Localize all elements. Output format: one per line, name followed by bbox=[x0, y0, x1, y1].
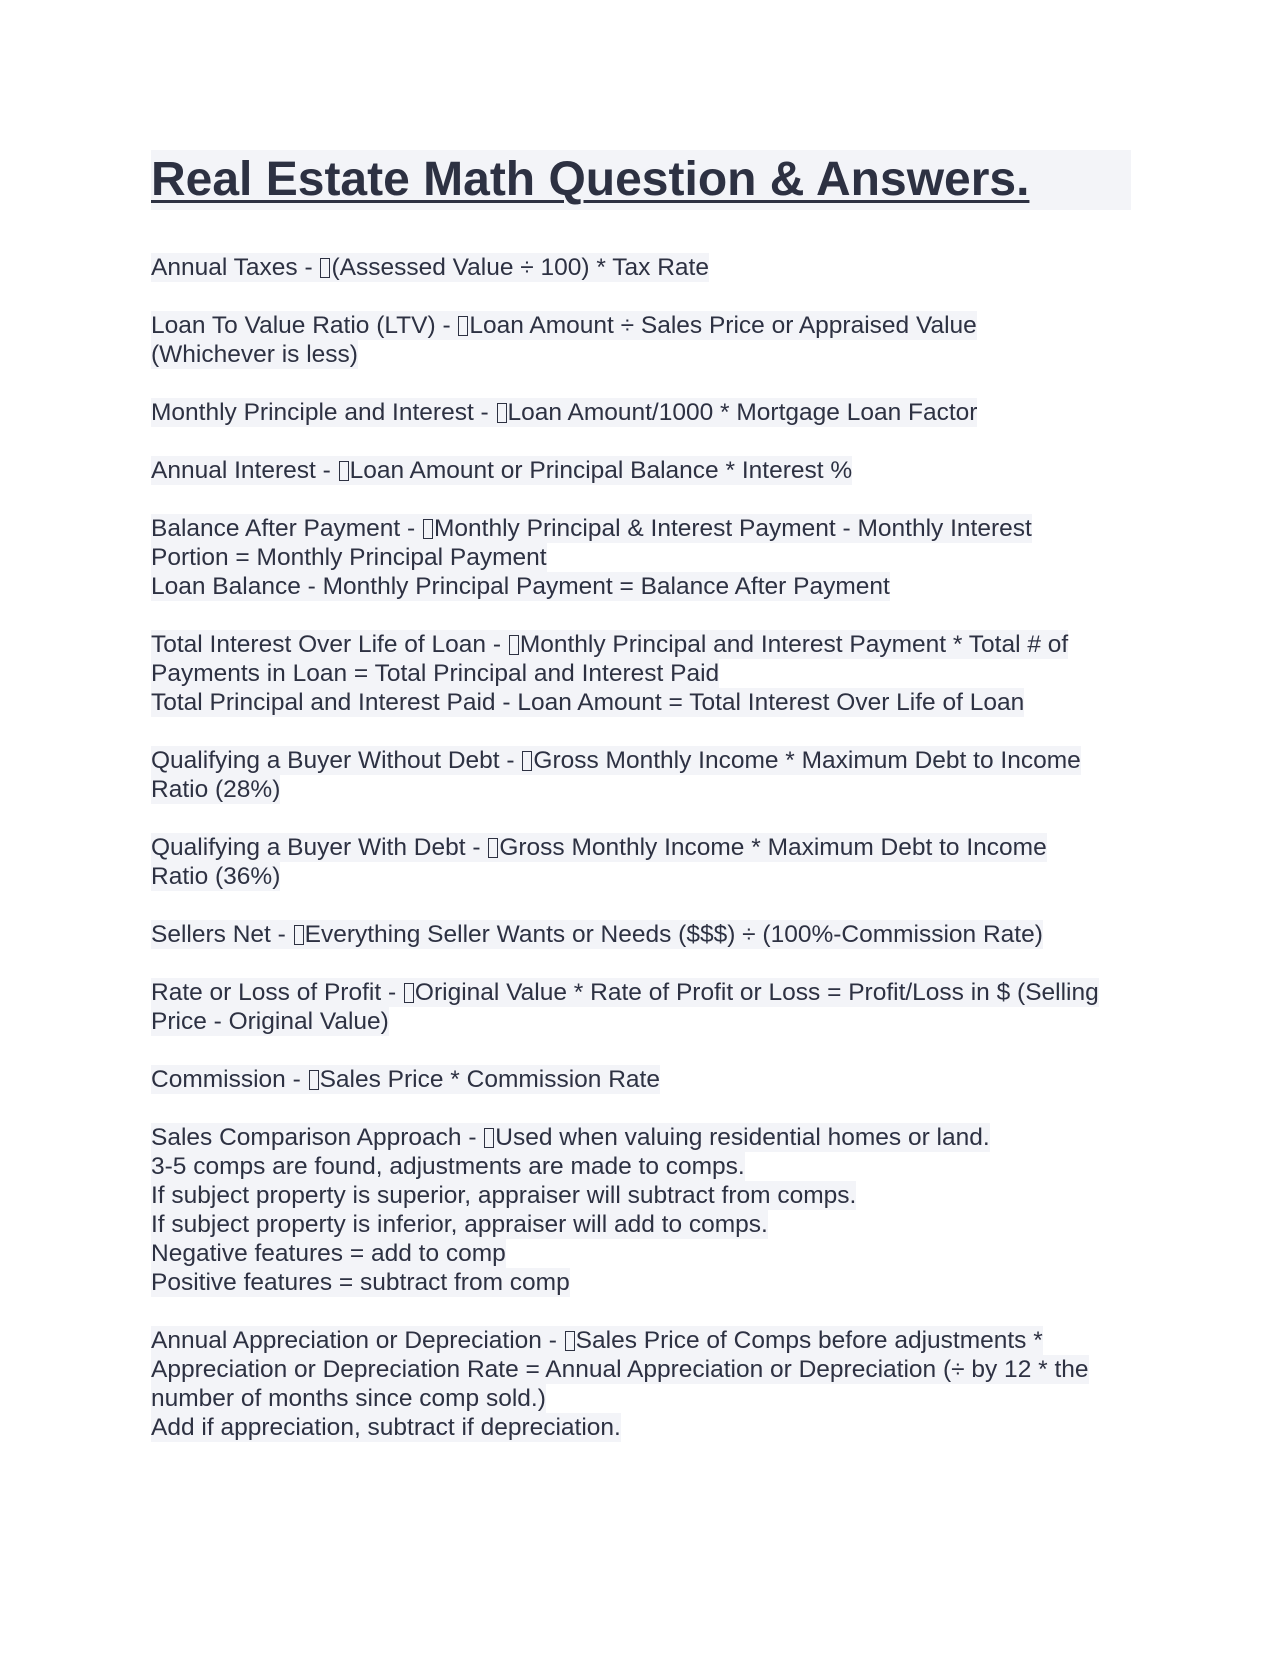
qa-answer-line bbox=[151, 775, 280, 804]
qa-first-line bbox=[151, 978, 1099, 1007]
qa-term: Sellers Net bbox=[151, 921, 271, 948]
qa-entry bbox=[151, 398, 1131, 427]
qa-separator: - bbox=[315, 457, 338, 484]
qa-answer-text: 3-5 comps are found, adjustments are made to comps. bbox=[151, 1153, 745, 1180]
qa-answer-text: Payments in Loan = Total Principal and Interest Paid bbox=[151, 660, 720, 687]
qa-answer-line bbox=[151, 1210, 768, 1239]
qa-term: Monthly Principle and Interest bbox=[151, 399, 474, 426]
qa-entry bbox=[151, 1326, 1131, 1442]
qa-separator: - bbox=[400, 515, 423, 542]
missing-glyph-icon bbox=[458, 316, 468, 336]
qa-answer-line bbox=[151, 659, 719, 688]
missing-glyph-icon bbox=[565, 1331, 575, 1351]
qa-separator: - bbox=[473, 399, 496, 426]
qa-entry bbox=[151, 311, 1131, 369]
qa-entry bbox=[151, 253, 1131, 282]
missing-glyph-icon bbox=[423, 519, 433, 539]
qa-term: Commission bbox=[151, 1066, 286, 1093]
qa-first-line bbox=[151, 514, 1032, 543]
qa-answer-text: Loan Amount or Principal Balance * Interest % bbox=[349, 457, 853, 484]
missing-glyph-icon bbox=[488, 838, 498, 858]
missing-glyph-icon bbox=[497, 403, 507, 423]
qa-first-line bbox=[151, 1326, 1043, 1355]
missing-glyph-icon bbox=[522, 751, 532, 771]
qa-entry bbox=[151, 630, 1131, 717]
qa-separator: - bbox=[541, 1327, 564, 1354]
qa-term: Balance After Payment bbox=[151, 515, 401, 542]
qa-separator: - bbox=[465, 834, 488, 861]
qa-answer-text: If subject property is superior, appraiser will subtract from comps. bbox=[151, 1182, 857, 1209]
qa-separator: - bbox=[499, 747, 522, 774]
qa-answer-line bbox=[151, 1384, 546, 1413]
qa-term: Rate or Loss of Profit bbox=[151, 979, 382, 1006]
qa-separator: - bbox=[381, 979, 403, 1006]
qa-term: Annual Taxes bbox=[151, 254, 298, 281]
qa-entry bbox=[151, 456, 1131, 485]
qa-separator: - bbox=[435, 312, 458, 339]
qa-term: Total Interest Over Life of Loan bbox=[151, 631, 487, 658]
qa-answer-text: number of months since comp sold.) bbox=[151, 1385, 546, 1412]
qa-first-line bbox=[151, 456, 852, 485]
qa-separator: - bbox=[486, 631, 508, 658]
qa-separator: - bbox=[285, 1066, 308, 1093]
qa-separator: - bbox=[461, 1124, 484, 1151]
qa-first-line bbox=[151, 833, 1047, 862]
qa-answer-text: Original Value * Rate of Profit or Loss = Profit/Loss in $ (Selling bbox=[414, 979, 1099, 1006]
qa-answer-text: Ratio (28%) bbox=[151, 776, 281, 803]
entry-list bbox=[151, 253, 1131, 1442]
qa-separator: - bbox=[270, 921, 293, 948]
qa-answer-line bbox=[151, 1413, 621, 1442]
qa-first-line bbox=[151, 311, 977, 340]
qa-answer-text: Price - Original Value) bbox=[151, 1008, 389, 1035]
qa-answer-line bbox=[151, 340, 358, 369]
qa-entry bbox=[151, 1065, 1131, 1094]
qa-answer-text: Ratio (36%) bbox=[151, 863, 281, 890]
qa-first-line bbox=[151, 398, 977, 427]
qa-term: Qualifying a Buyer Without Debt bbox=[151, 747, 500, 774]
missing-glyph-icon bbox=[320, 258, 330, 278]
qa-entry bbox=[151, 920, 1131, 949]
qa-entry bbox=[151, 978, 1131, 1036]
qa-answer-line bbox=[151, 543, 547, 572]
qa-entry bbox=[151, 514, 1131, 601]
qa-answer-text: Used when valuing residential homes or land. bbox=[495, 1124, 990, 1151]
qa-answer-text: (Whichever is less) bbox=[151, 341, 358, 368]
document-page bbox=[151, 150, 1131, 1471]
qa-first-line bbox=[151, 630, 1068, 659]
qa-answer-line bbox=[151, 572, 890, 601]
document-title: Real Estate Math Question & Answers. bbox=[151, 150, 1131, 210]
qa-answer-line bbox=[151, 1152, 745, 1181]
qa-first-line bbox=[151, 746, 1081, 775]
qa-answer-text: Monthly Principal and Interest Payment * Total # of bbox=[519, 631, 1069, 658]
qa-answer-text: Loan Balance - Monthly Principal Payment = Balance After Payment bbox=[151, 573, 890, 600]
qa-answer-line bbox=[151, 688, 1024, 717]
qa-answer-text: Gross Monthly Income * Maximum Debt to Income bbox=[533, 747, 1081, 774]
qa-answer-text: Negative features = add to comp bbox=[151, 1240, 506, 1267]
qa-term: Annual Interest bbox=[151, 457, 316, 484]
qa-first-line bbox=[151, 253, 709, 282]
qa-answer-text: Add if appreciation, subtract if depreciation. bbox=[151, 1414, 621, 1441]
missing-glyph-icon bbox=[294, 925, 304, 945]
qa-first-line bbox=[151, 920, 1043, 949]
qa-answer-text: Appreciation or Depreciation Rate = Annual Appreciation or Depreciation (÷ by 12 * the bbox=[151, 1356, 1089, 1383]
qa-entry bbox=[151, 1123, 1131, 1297]
qa-answer-text: Sales Price of Comps before adjustments * bbox=[575, 1327, 1043, 1354]
qa-answer-text: Total Principal and Interest Paid - Loan Amount = Total Interest Over Life of Loan bbox=[151, 689, 1025, 716]
qa-term: Qualifying a Buyer With Debt bbox=[151, 834, 466, 861]
qa-answer-line bbox=[151, 1268, 570, 1297]
missing-glyph-icon bbox=[484, 1128, 494, 1148]
qa-entry bbox=[151, 746, 1131, 804]
qa-answer-text: Everything Seller Wants or Needs ($$$) ÷ (100%-Commission Rate) bbox=[304, 921, 1043, 948]
qa-term: Annual Appreciation or Depreciation bbox=[151, 1327, 542, 1354]
qa-answer-text: If subject property is inferior, appraiser will add to comps. bbox=[151, 1211, 768, 1238]
qa-answer-text: Positive features = subtract from comp bbox=[151, 1269, 570, 1296]
qa-first-line bbox=[151, 1065, 660, 1094]
qa-answer-line bbox=[151, 1239, 506, 1268]
missing-glyph-icon bbox=[309, 1070, 319, 1090]
qa-answer-text: (Assessed Value ÷ 100) * Tax Rate bbox=[331, 254, 709, 281]
missing-glyph-icon bbox=[509, 635, 519, 655]
qa-answer-line bbox=[151, 862, 280, 891]
missing-glyph-icon bbox=[404, 983, 414, 1003]
qa-answer-line bbox=[151, 1355, 1089, 1384]
qa-entry bbox=[151, 833, 1131, 891]
qa-answer-text: Monthly Principal & Interest Payment - Monthly Interest bbox=[434, 515, 1032, 542]
qa-answer-text: Loan Amount/1000 * Mortgage Loan Factor bbox=[507, 399, 978, 426]
qa-answer-text: Loan Amount ÷ Sales Price or Appraised Value bbox=[469, 312, 977, 339]
qa-answer-line bbox=[151, 1007, 389, 1036]
qa-term: Sales Comparison Approach bbox=[151, 1124, 462, 1151]
qa-answer-text: Sales Price * Commission Rate bbox=[319, 1066, 660, 1093]
qa-answer-text: Gross Monthly Income * Maximum Debt to Income bbox=[499, 834, 1047, 861]
qa-separator: - bbox=[297, 254, 320, 281]
qa-first-line bbox=[151, 1123, 990, 1152]
qa-term: Loan To Value Ratio (LTV) bbox=[151, 312, 436, 339]
missing-glyph-icon bbox=[339, 461, 349, 481]
qa-answer-line bbox=[151, 1181, 856, 1210]
qa-answer-text: Portion = Monthly Principal Payment bbox=[151, 544, 547, 571]
